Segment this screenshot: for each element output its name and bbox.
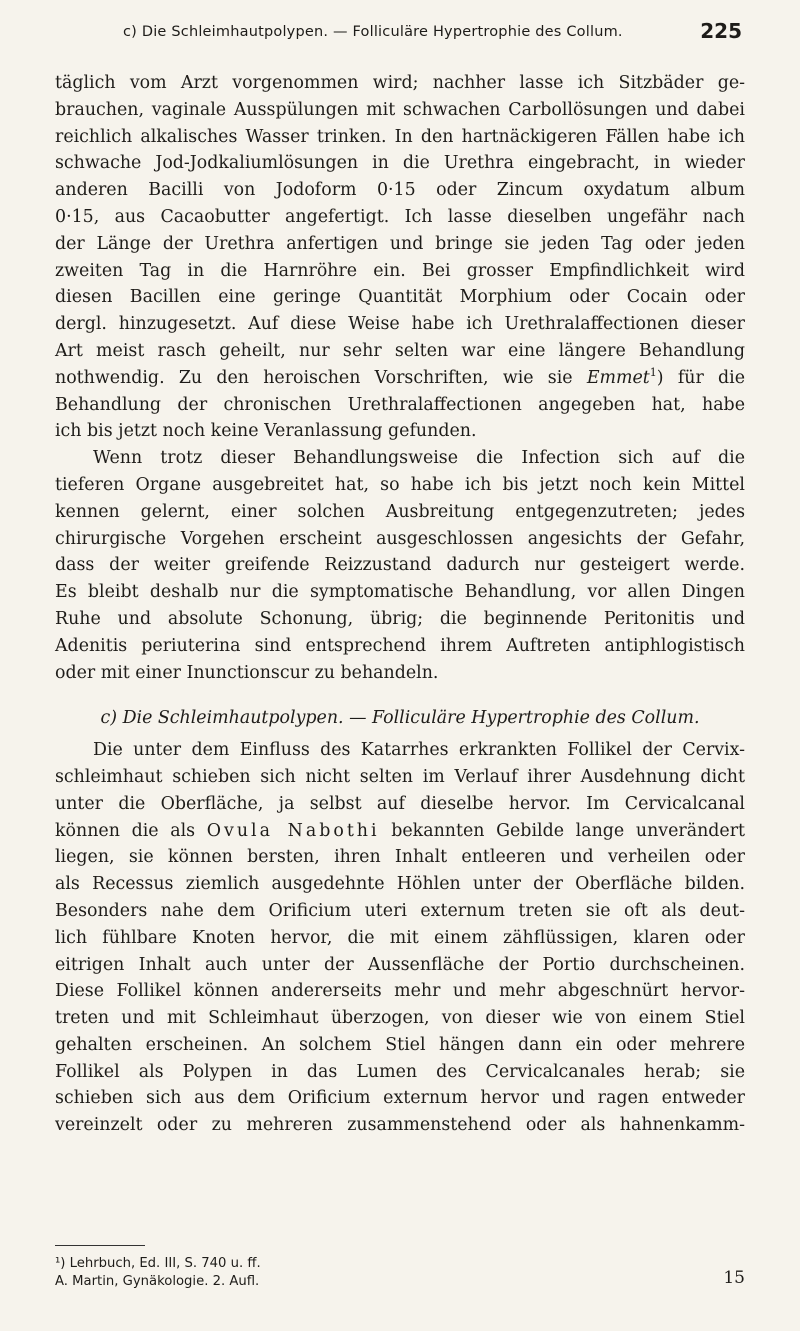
text-line: 0·15, aus Cacaobutter angefertigt. Ich lasse dieselben ungefähr nach [55, 206, 745, 227]
paragraph-1-tail [55, 392, 745, 446]
text-line: schwache Jod-Jodkaliumlösungen in die Urethra eingebracht, in wieder [55, 153, 745, 174]
paragraph-3b [55, 844, 745, 1139]
text-line: reichlich alkalisches Wasser trinken. In den hartnäckigeren Fällen habe ich [55, 126, 745, 147]
line-part: können die als [55, 820, 207, 841]
line-part: nothwendig. Zu den heroischen Vorschriften, wie sie [55, 367, 587, 388]
text-line: Behandlung der chronischen Urethralaffectionen angegeben hat, habe [55, 394, 745, 415]
text-line-ovula [55, 818, 745, 845]
text-line: schieben sich aus dem Orificium externum hervor und ragen entweder [55, 1088, 745, 1109]
text-line: zweiten Tag in die Harnröhre ein. Bei grosser Empfindlichkeit wird [55, 260, 745, 281]
text-line: dass der weiter greifende Reizzustand dadurch nur gesteigert werde. [55, 555, 745, 576]
text-line: schleimhaut schieben sich nicht selten im Verlauf ihrer Ausdehnung dicht [55, 766, 745, 787]
page-number: 225 [700, 19, 742, 43]
section-heading: c) Die Schleimhautpolypen. — Folliculäre Hypertrophie des Collum. [100, 708, 700, 729]
text-line: Follikel als Polypen in das Lumen des Cervicalcanales herab; sie [55, 1061, 745, 1082]
text-line: eitrigen Inhalt auch unter der Aussenfläche der Portio durchscheinen. [55, 954, 745, 975]
text-line: liegen, sie können bersten, ihren Inhalt entleeren und verheilen oder [55, 847, 745, 868]
text-line: der Länge der Urethra anfertigen und bringe sie jeden Tag oder jeden [55, 233, 745, 254]
author-name: Emmet [586, 367, 650, 388]
text-line: oder mit einer Inunctionscur zu behandeln. [55, 662, 439, 683]
page-header [55, 19, 745, 47]
text-line: täglich vom Arzt vorgenommen wird; nachher lasse ich Sitzbäder ge- [55, 73, 745, 93]
text-line: diesen Bacillen eine geringe Quantität Morphium oder Cocain oder [55, 287, 745, 308]
text-line: Adenitis periuterina sind entsprechend ihrem Auftreten antiphlogistisch [55, 635, 745, 656]
text-line: tieferen Organe ausgebreitet hat, so habe ich bis jetzt noch kein Mittel [55, 474, 745, 495]
signature-line: A. Martin, Gynäkologie. 2. Aufl. [55, 1274, 260, 1289]
text-line: treten und mit Schleimhaut überzogen, von dieser wie von einem Stiel [55, 1008, 745, 1029]
text-line: brauchen, vaginale Ausspülungen mit schwachen Carbollösungen und dabei [55, 99, 745, 120]
text-line: gehalten erscheinen. An solchem Stiel hängen dann ein oder mehrere [55, 1034, 745, 1055]
text-line: Die unter dem Einfluss des Katarrhes erkrankten Follikel der Cervix- [93, 740, 745, 761]
text-line: unter die Oberfläche, ja selbst auf dieselbe hervor. Im Cervicalcanal [55, 793, 745, 814]
text-line: Es bleibt deshalb nur die symptomatische Behandlung, vor allen Dingen [55, 582, 745, 603]
text-line: Art meist rasch geheilt, nur sehr selten war eine längere Behandlung [55, 340, 745, 361]
body-text [55, 70, 745, 1139]
text-line: Besonders nahe dem Orificium uteri externum treten sie oft als deut- [55, 900, 745, 921]
text-line-emmet [55, 365, 745, 392]
text-line: Wenn trotz dieser Behandlungsweise die Infection sich auf die [93, 448, 745, 469]
footnote-marker: 1 [649, 365, 657, 379]
text-line: ich bis jetzt noch keine Veranlassung gefunden. [55, 421, 477, 442]
line-part: bekannten Gebilde lange unverändert [379, 820, 745, 841]
footnote: ¹) Lehrbuch, Ed. III, S. 740 u. ff. [55, 1256, 261, 1271]
text-line: chirurgische Vorgehen erscheint ausgeschlossen angesichts der Gefahr, [55, 528, 745, 549]
text-line: als Recessus ziemlich ausgedehnte Höhlen unter der Oberfläche bilden. [55, 874, 745, 895]
text-line: dergl. hinzugesetzt. Auf diese Weise habe ich Urethralaffectionen dieser [55, 314, 745, 335]
footnotes [55, 1255, 745, 1289]
paragraph-2 [55, 445, 745, 686]
text-line: Diese Follikel können andererseits mehr und mehr abgeschnürt hervor- [55, 981, 745, 1002]
paragraph-1 [55, 70, 745, 365]
text-line: kennen gelernt, einer solchen Ausbreitung entgegenzutreten; jedes [55, 501, 745, 522]
text-line: lich fühlbare Knoten hervor, die mit einem zähflüssigen, klaren oder [55, 927, 745, 948]
line-part: ) für die [656, 367, 745, 388]
text-line: Ruhe und absolute Schonung, übrig; die beginnende Peritonitis und [55, 608, 745, 629]
term-ovula-nabothi: Ovula Nabothi [206, 820, 380, 841]
footnote-rule [55, 1245, 145, 1246]
text-line: anderen Bacilli von Jodoform 0·15 oder Zincum oxydatum album [55, 180, 745, 201]
running-title: c) Die Schleimhautpolypen. — Folliculäre Hypertrophie des Collum. [123, 24, 623, 40]
text-line: vereinzelt oder zu mehreren zusammenstehend oder als hahnenkamm- [55, 1115, 745, 1136]
sheet-number: 15 [723, 1268, 745, 1288]
paragraph-3a [55, 764, 745, 818]
